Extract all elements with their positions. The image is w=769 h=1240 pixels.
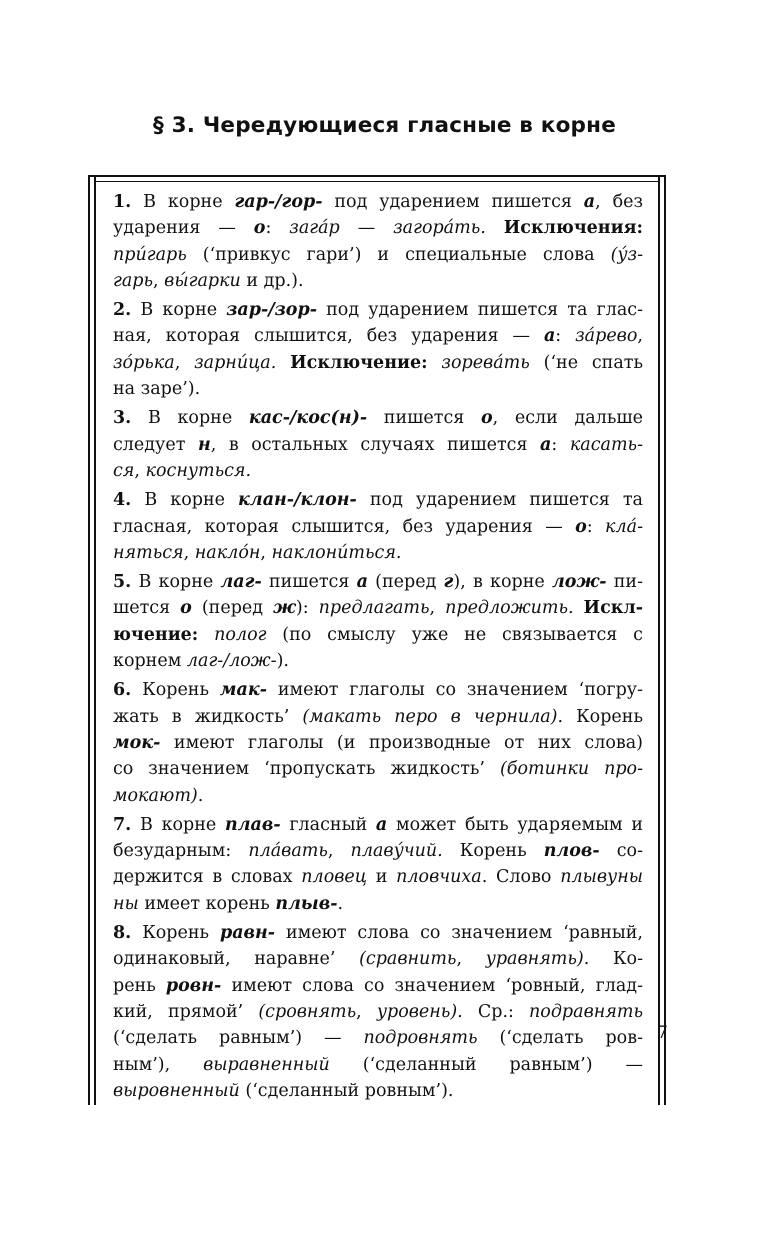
text-line: [113, 622, 643, 648]
example-word: предложить.: [445, 598, 574, 619]
rule-number: 7.: [113, 814, 132, 835]
root-morpheme: о: [253, 218, 266, 239]
text-run: рень: [113, 975, 166, 996]
root-morpheme: а: [540, 434, 552, 455]
text-run: имеют глаголы со значением ‘погру-: [266, 680, 643, 701]
text-run: Корень: [131, 923, 220, 944]
text-run: держится в словах: [113, 867, 302, 888]
text-run: имеет корень: [138, 893, 276, 914]
text-run: ,: [429, 598, 446, 619]
example-word: загора́ть.: [393, 218, 486, 239]
page-number: 7: [657, 1023, 668, 1043]
text-run: может быть ударяемым и: [387, 814, 644, 835]
example-word: вы́гарки: [164, 270, 241, 291]
rule-number: 1.: [113, 192, 132, 212]
text-run: [574, 598, 584, 618]
example-word: касать-: [569, 434, 643, 455]
text-line: [113, 999, 643, 1025]
root-morpheme: н: [197, 434, 211, 455]
text-run: :: [555, 326, 576, 347]
text-run: Ко-: [589, 949, 643, 970]
rule-number: 5.: [113, 572, 132, 593]
example-word: гарь: [113, 270, 154, 291]
text-line: [113, 458, 643, 484]
example-word: (ботинки про-: [499, 759, 643, 780]
text-run: ,: [356, 1001, 377, 1022]
text-run: безударным:: [113, 841, 249, 862]
text-run: , если дальше: [492, 408, 643, 429]
text-line: [113, 812, 643, 838]
text-run: и др.).: [240, 270, 304, 291]
example-word: подравнять: [529, 1001, 643, 1022]
text-line: [113, 730, 643, 756]
example-word: зорева́ть: [441, 352, 530, 373]
text-line: [113, 405, 643, 431]
text-line: [113, 1078, 643, 1104]
text-run: :: [586, 516, 606, 537]
text-run: :: [265, 218, 290, 239]
text-run: [276, 353, 290, 373]
example-word: (у́з-: [610, 244, 643, 265]
section-title: § 3. Чередующиеся гласные в корне: [153, 113, 616, 138]
example-word: пла́вать: [248, 841, 328, 862]
text-run: ), в корне: [453, 572, 552, 593]
text-line: [113, 838, 643, 864]
example-word: ся: [113, 460, 135, 481]
text-run: ).: [276, 651, 289, 672]
rule-paragraph: [113, 405, 643, 484]
text-run: (‘сделать ров-: [477, 1028, 643, 1049]
text-run: В корне: [131, 408, 249, 429]
text-run: , в остальных случаях пишется: [210, 434, 541, 455]
text-run: пишется: [261, 572, 357, 593]
text-line: [113, 189, 643, 215]
text-run: ,: [153, 270, 165, 291]
example-word: (сравнить: [359, 949, 457, 970]
text-run: (перед: [367, 572, 444, 593]
example-word: ны: [113, 893, 139, 914]
text-run: В корне: [131, 814, 226, 835]
text-run: Ср.:: [462, 1001, 530, 1022]
text-run: В корне: [131, 300, 227, 321]
root-morpheme: о: [480, 408, 493, 429]
root-morpheme: равн-: [219, 923, 276, 944]
text-line: [113, 704, 643, 730]
example-word: пловчиха: [396, 867, 482, 888]
text-run: В корне: [131, 192, 235, 212]
bold-label: Исключения:: [503, 218, 643, 239]
text-line: [113, 648, 643, 674]
root-morpheme: а: [583, 192, 596, 212]
text-run: имеют слова со значением ‘ровный, глад-: [221, 975, 643, 996]
rule-paragraph: [113, 920, 643, 1104]
text-run: жать в жидкость’: [113, 706, 303, 727]
text-run: :: [551, 434, 570, 455]
root-morpheme: а: [375, 814, 388, 835]
root-morpheme: плав-: [225, 814, 281, 835]
text-line: [113, 595, 643, 621]
root-morpheme: о: [180, 598, 192, 619]
text-line: [113, 514, 643, 540]
bold-label: Исключение:: [290, 352, 428, 373]
text-line: [113, 376, 643, 402]
text-run: (перед: [191, 598, 274, 619]
text-run: . Слово: [481, 867, 561, 888]
example-word: (макать перо в чернила): [302, 706, 558, 727]
example-word: зо́рька: [113, 352, 175, 373]
root-morpheme: мак-: [219, 680, 267, 701]
rule-number: 2.: [113, 300, 132, 321]
text-run: и: [366, 867, 397, 888]
example-word: при́гарь: [113, 244, 187, 265]
text-run: (‘сделанный ровным’).: [239, 1080, 454, 1101]
text-run: (‘сделанный равным’) —: [329, 1054, 643, 1075]
text-line: [113, 569, 643, 595]
root-morpheme: клан-/клон-: [238, 490, 357, 511]
text-run: [486, 218, 504, 238]
text-run: (‘привкус гари’) и специальные слова: [186, 244, 611, 265]
frame-border-left-inner: [94, 175, 96, 1105]
text-run: , без: [595, 192, 644, 212]
example-word: плаву́чий.: [350, 841, 443, 862]
root-morpheme: кас-/кос(н)-: [248, 408, 368, 429]
root-morpheme: г: [443, 572, 454, 593]
text-line: [113, 1052, 643, 1078]
text-run: под ударением пишется та глас-: [316, 300, 643, 321]
text-run: Корень: [442, 841, 544, 862]
example-word: уровень).: [376, 1001, 463, 1022]
example-word: подровнять: [363, 1028, 478, 1049]
text-run: ударения —: [113, 218, 254, 239]
frame-border-right-inner: [658, 175, 660, 1105]
text-run: ,: [260, 542, 272, 563]
example-word: выровненный: [113, 1080, 240, 1101]
example-word: зага́р: [289, 218, 340, 239]
rule-paragraph: [113, 812, 643, 917]
example-word: полог: [214, 624, 267, 645]
root-morpheme: а: [543, 326, 556, 347]
example-word: наклони́ться.: [271, 542, 402, 563]
root-morpheme: лож-: [551, 572, 607, 593]
frame-border-top: [88, 175, 666, 177]
rule-paragraph: [113, 189, 643, 294]
example-word: плывуны: [560, 867, 643, 888]
root-morpheme: ровн-: [165, 975, 222, 996]
rule-number: 3.: [113, 408, 132, 429]
rule-number: 8.: [113, 923, 132, 944]
example-word: выравненный: [203, 1054, 330, 1075]
example-word: пловец: [301, 867, 367, 888]
text-run: .: [337, 893, 344, 914]
text-run: (по смыслу уже не связывается с: [266, 624, 643, 645]
text-line: [113, 350, 643, 376]
root-morpheme: плов-: [543, 841, 600, 862]
text-line: [113, 323, 643, 349]
text-run: ,: [183, 542, 195, 563]
example-word: за́рево: [575, 326, 638, 347]
example-word: лаг-/лож-: [186, 651, 277, 672]
rule-number: 4.: [113, 490, 132, 511]
text-run: пишется: [367, 408, 481, 429]
text-run: кий, прямой’: [113, 1001, 259, 1022]
rule-paragraph: [113, 297, 643, 402]
text-line: [113, 783, 643, 809]
text-line: [113, 540, 643, 566]
text-run: Корень: [131, 680, 220, 701]
bold-label: ючение:: [113, 624, 199, 645]
text-run: (‘не спать: [529, 352, 643, 373]
text-line: [113, 1025, 643, 1051]
text-run: следует: [113, 434, 198, 455]
rule-paragraph: [113, 487, 643, 566]
text-run: одинаковый, наравне’: [113, 949, 360, 970]
root-morpheme: лаг-: [220, 572, 262, 593]
text-line: [113, 297, 643, 323]
text-line: [113, 864, 643, 890]
text-run: ным’),: [113, 1054, 204, 1075]
text-run: имеют слова со значением ‘равный,: [275, 923, 643, 944]
text-run: —: [339, 218, 394, 239]
root-morpheme: о: [575, 516, 587, 537]
text-run: ,: [327, 841, 351, 862]
rules-list: [113, 189, 643, 1107]
text-line: [113, 215, 643, 241]
text-line: [113, 946, 643, 972]
text-run: под ударением пишется: [322, 192, 584, 212]
rule-paragraph: [113, 677, 643, 808]
example-word: предлагать: [318, 598, 430, 619]
example-word: мокают): [113, 785, 198, 806]
text-run: со-: [599, 841, 643, 862]
root-morpheme: плыв-: [275, 893, 338, 914]
text-run: гласная, которая слышится, без ударения —: [113, 516, 576, 537]
text-run: гласный: [280, 814, 376, 835]
text-run: В корне: [131, 490, 239, 511]
example-word: няться: [113, 542, 184, 563]
root-morpheme: гар-/гор-: [234, 192, 323, 212]
example-word: уравнять).: [485, 949, 590, 970]
root-morpheme: ж: [273, 598, 296, 619]
text-line: [113, 973, 643, 999]
example-word: накло́н: [194, 542, 261, 563]
text-line: [113, 268, 643, 294]
root-morpheme: а: [356, 572, 368, 593]
text-run: со значением ‘пропускать жидкость’: [113, 759, 500, 780]
text-run: (‘сделать равным’) —: [113, 1028, 364, 1049]
text-run: ная, которая слышится, без ударения —: [113, 326, 544, 347]
rule-paragraph: [113, 569, 643, 674]
text-line: [113, 920, 643, 946]
frame-border-right-outer: [664, 175, 666, 1105]
text-run: [428, 353, 442, 373]
text-line: [113, 242, 643, 268]
text-line: [113, 756, 643, 782]
text-run: на заре’).: [113, 379, 201, 400]
frame-border-top-inner: [94, 181, 660, 182]
frame-border-left-outer: [88, 175, 90, 1105]
text-line: [113, 487, 643, 513]
text-run: корнем: [113, 651, 187, 672]
bold-label: Искл-: [583, 598, 643, 619]
root-morpheme: зар-/зор-: [226, 300, 317, 321]
text-run: [198, 625, 214, 645]
text-run: . Корень: [557, 706, 643, 727]
rule-number: 6.: [113, 680, 132, 701]
text-line: [113, 677, 643, 703]
example-word: кла́-: [605, 516, 643, 537]
example-word: (сровнять: [258, 1001, 357, 1022]
text-run: .: [197, 785, 204, 806]
text-run: ,: [134, 460, 146, 481]
text-line: [113, 432, 643, 458]
text-run: пи-: [606, 572, 643, 593]
text-run: имеют глаголы (и производные от них слова): [160, 732, 643, 753]
rules-frame: [88, 175, 666, 1105]
text-run: под ударением пишется та: [356, 490, 643, 511]
example-word: зарни́ца.: [194, 352, 277, 373]
text-run: ,: [456, 949, 486, 970]
example-word: коснуться.: [145, 460, 252, 481]
root-morpheme: мок-: [113, 732, 161, 753]
text-run: ,: [637, 326, 643, 347]
text-run: В корне: [131, 572, 221, 593]
text-line: [113, 891, 643, 917]
text-run: ,: [174, 352, 195, 373]
text-run: шется: [113, 598, 181, 619]
text-run: ):: [295, 598, 319, 619]
